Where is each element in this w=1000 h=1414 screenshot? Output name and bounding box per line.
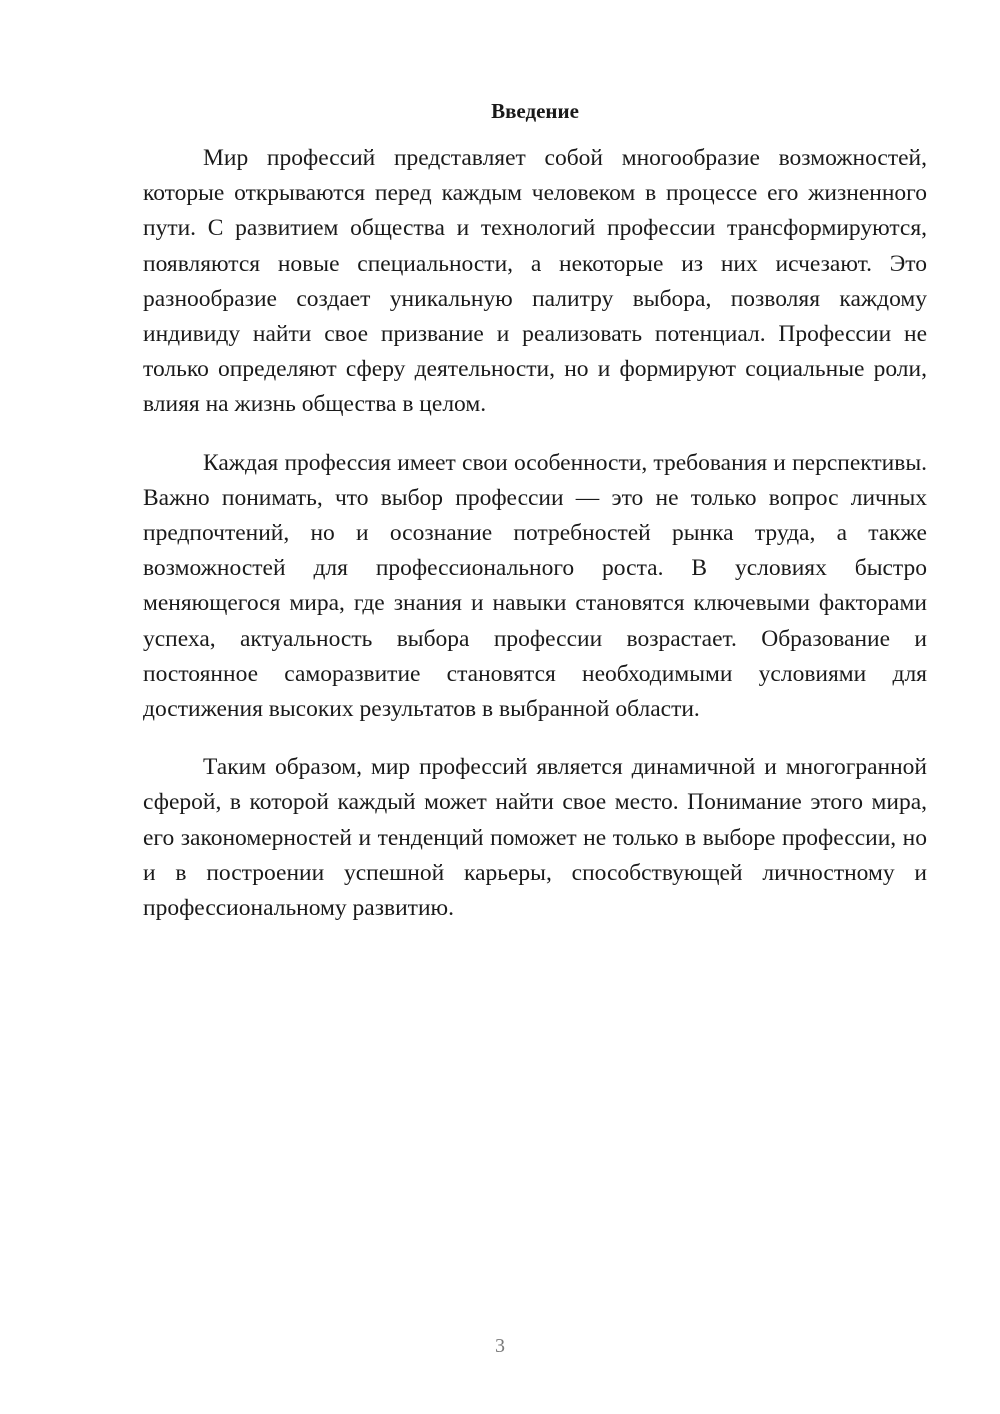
section-heading: Введение — [491, 99, 579, 123]
body-text — [143, 141, 927, 949]
paragraph-2: Каждая профессия имеет свои особенности, требования и перспективы. Важно понимать, что выбор профессии — это не только вопрос личных предпочтений, но и осознание потребностей рынка труда, а также возможностей для профессионального роста. В условиях быстро меняющегося мира, где знания и навыки становятся ключевыми факторами успеха, актуальность выбора профессии возрастает. Образование и постоянное саморазвитие становятся необходимыми условиями для достижения высоких результатов в выбранной области. — [143, 449, 927, 723]
paragraph-1: Мир профессий представляет собой многообразие возможностей, которые открываются перед каждым человеком в процессе его жизненного пути. С развитием общества и технологий профессии трансформируются, появляются новые специальности, а некоторые из них исчезают. Это разнообразие создает уникальную палитру выбора, позволяя каждому индивиду найти свое призвание и реализовать потенциал. Профессии не только определяют сферу деятельности, но и формируют социальные роли, влияя на жизнь общества в целом. — [143, 145, 927, 418]
page-number: 3 — [495, 1335, 505, 1357]
paragraph-3: Таким образом, мир профессий является динамичной и многогранной сферой, в которой каждый может найти свое место. Понимание этого мира, его закономерностей и тенденций поможет не только в выборе профессии, но и в построении успешной карьеры, способствующей личностному и профессиональному развитию. — [143, 754, 927, 922]
